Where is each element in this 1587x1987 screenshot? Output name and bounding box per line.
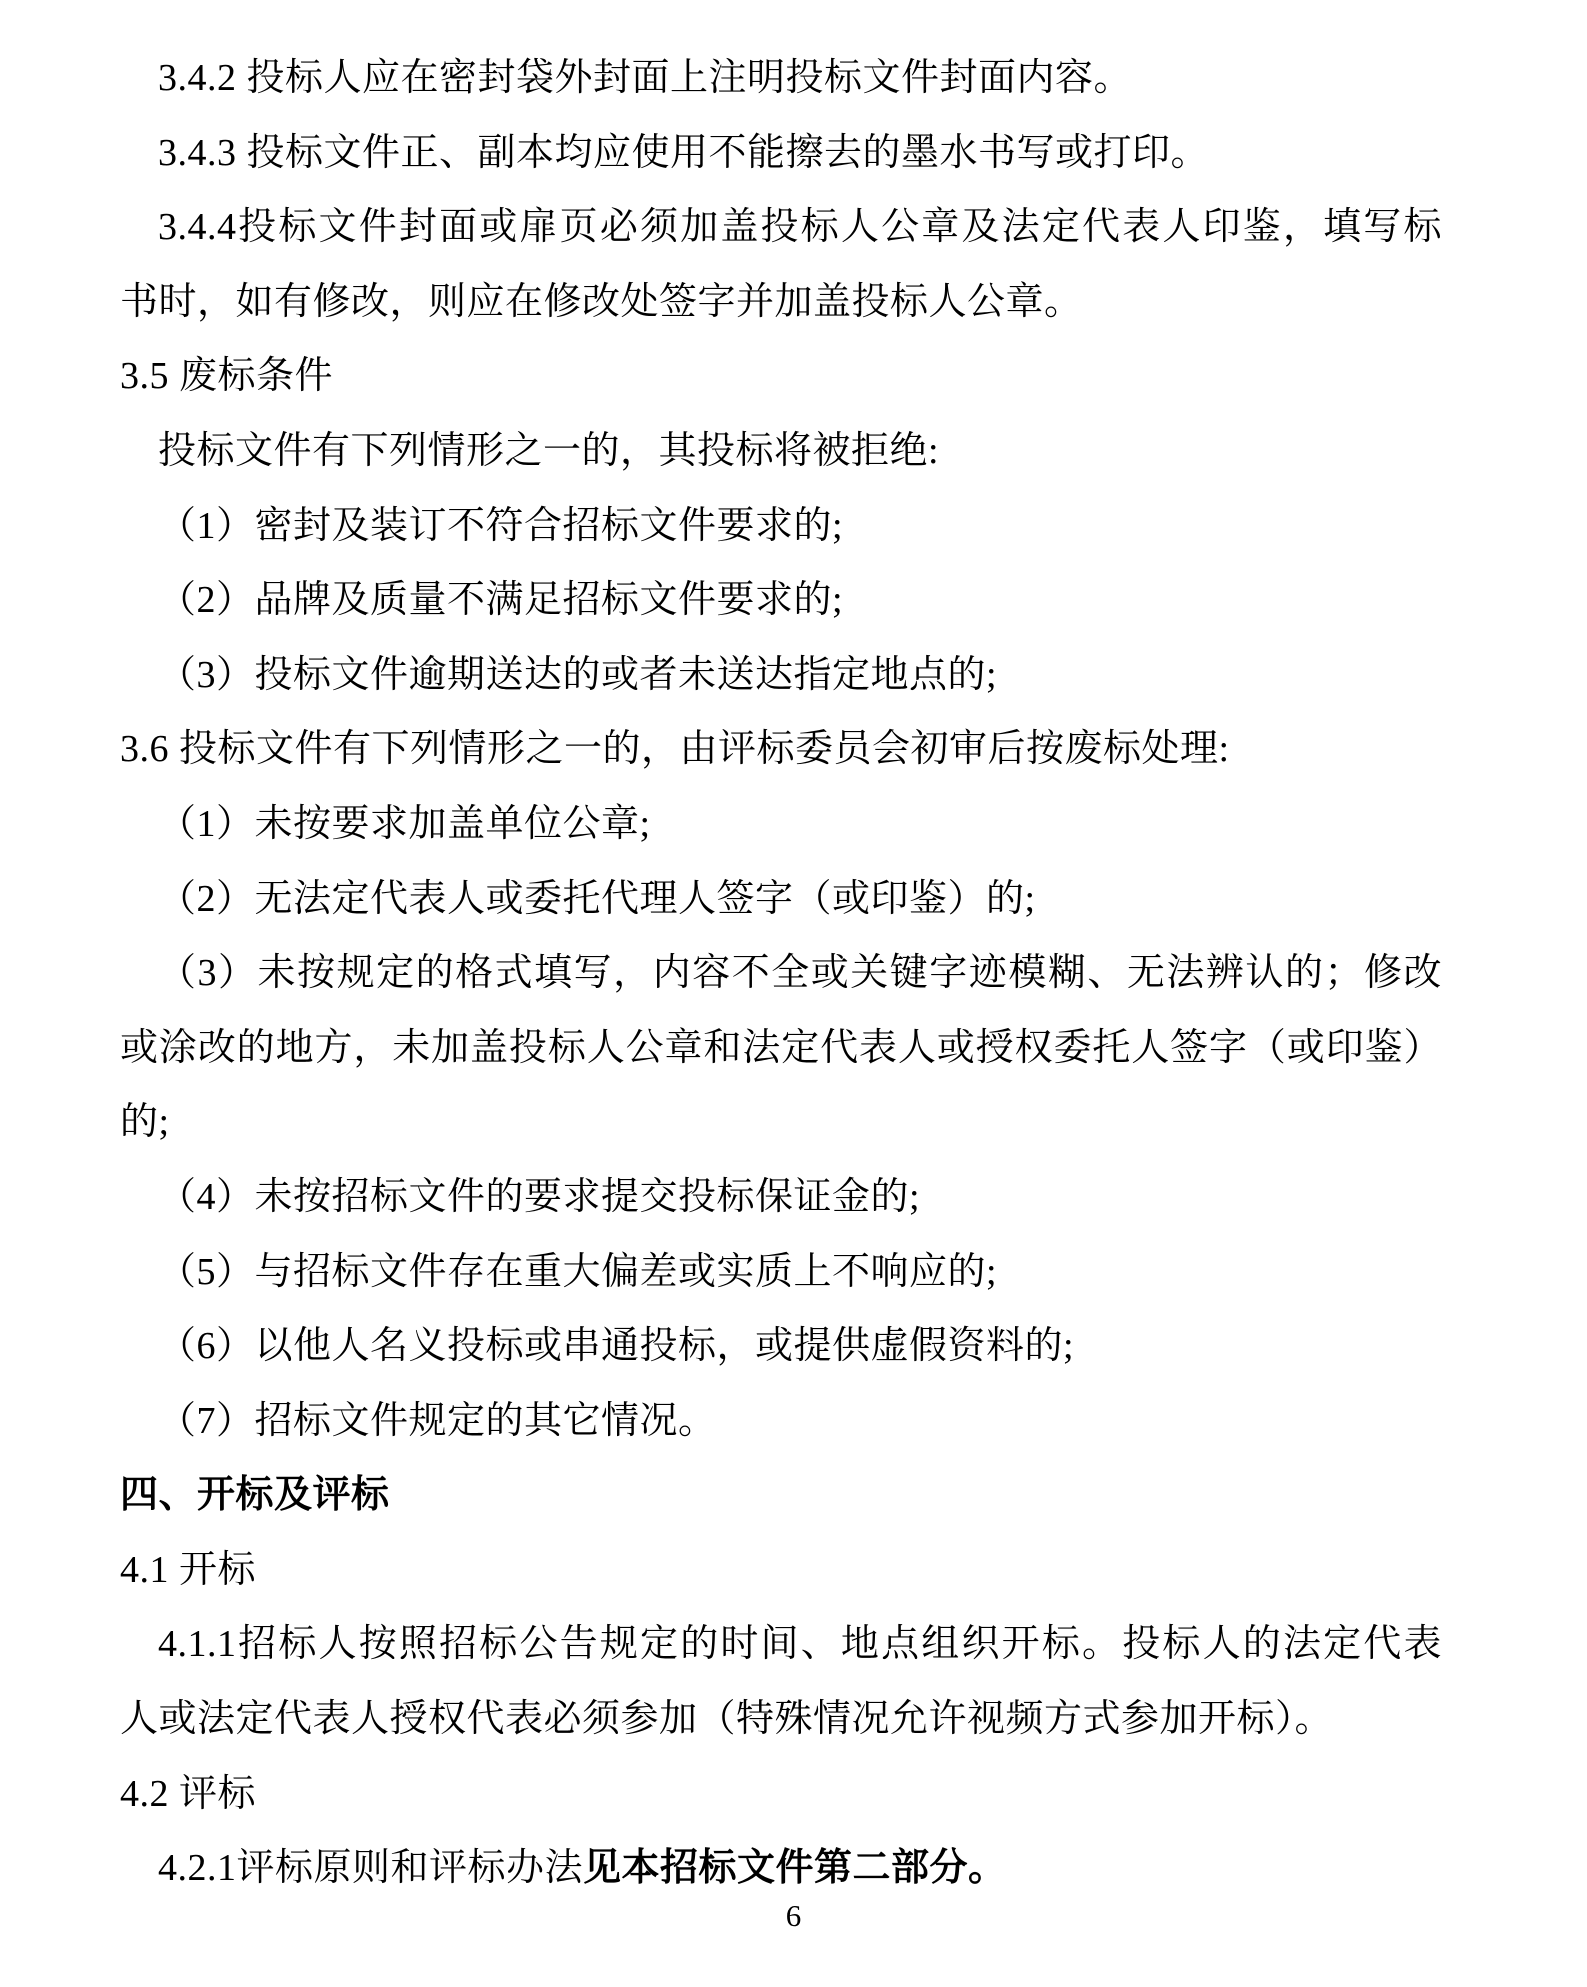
text-run: （1）密封及装订不符合招标文件要求的; [158,504,844,547]
text-run: 3.4.4投标文件封面或扉页必须加盖投标人公章及法定代表人印鉴，填写标 [158,206,1442,249]
text-line [120,1085,1442,1160]
text-run: 书时，如有修改，则应在修改处签字并加盖投标人公章。 [120,280,1083,323]
text-line [120,862,1442,937]
text-line [120,1757,1442,1832]
text-run: （3）未按规定的格式填写，内容不全或关键字迹模糊、无法辨认的；修改 [158,952,1442,995]
text-line [120,936,1442,1011]
text-line [120,339,1442,414]
text-run: （2）品牌及质量不满足招标文件要求的; [158,579,844,622]
text-line [120,414,1442,489]
text-run: （1）未按要求加盖单位公章; [158,802,651,845]
text-line [120,1682,1442,1757]
text-line [120,1607,1442,1682]
text-run: 3.4.2 投标人应在密封袋外封面上注明投标文件封面内容。 [158,57,1133,99]
document-body [120,41,1442,1906]
text-run: 3.6 投标文件有下列情形之一的，由评标委员会初审后按废标处理: [120,728,1230,771]
text-run: 4.2 评标 [120,1772,257,1815]
text-run: 或涂改的地方，未加盖投标人公章和法定代表人或授权委托人签字（或印鉴） [120,1026,1442,1069]
text-line [120,41,1442,116]
text-line [120,638,1442,713]
text-line [120,1384,1442,1459]
text-line [120,489,1442,564]
text-line [120,1235,1442,1310]
text-run: （6）以他人名义投标或串通投标，或提供虚假资料的; [158,1325,1075,1368]
text-run: （7）招标文件规定的其它情况。 [158,1399,717,1442]
text-line [120,563,1442,638]
text-line [120,116,1442,191]
text-line [120,1160,1442,1235]
page-number: 6 [785,1898,802,1933]
text-run: 的; [120,1101,170,1144]
text-run: 4.2.1评标原则和评标办法 [158,1847,584,1890]
text-run: （3）投标文件逾期送达的或者未送达指定地点的; [158,653,998,696]
text-run: 4.1 开标 [120,1548,257,1591]
text-line [120,265,1442,340]
text-line [120,787,1442,862]
text-run: （5）与招标文件存在重大偏差或实质上不响应的; [158,1250,998,1293]
text-run: （2）无法定代表人或委托代理人签字（或印鉴）的; [158,877,1036,920]
text-run: 投标文件有下列情形之一的，其投标将被拒绝: [158,429,940,472]
text-line [120,190,1442,265]
text-run: 4.1.1招标人按照招标公告规定的时间、地点组织开标。投标人的法定代表 [158,1623,1442,1666]
section-heading [120,1458,1442,1533]
text-run: 3.4.3 投标文件正、副本均应使用不能擦去的墨水书写或打印。 [158,131,1210,174]
text-line [120,1533,1442,1608]
text-line [120,712,1442,787]
text-run: 人或法定代表人授权代表必须参加（特殊情况允许视频方式参加开标）。 [120,1698,1334,1741]
text-line [120,1011,1442,1086]
text-line [120,1831,1442,1906]
bold-text-run: 四、开标及评标 [120,1474,390,1517]
text-run: 3.5 废标条件 [120,355,334,398]
text-line [120,1309,1442,1384]
bold-text-run: 见本招标文件第二部分。 [583,1847,1007,1890]
text-run: （4）未按招标文件的要求提交投标保证金的; [158,1175,921,1218]
